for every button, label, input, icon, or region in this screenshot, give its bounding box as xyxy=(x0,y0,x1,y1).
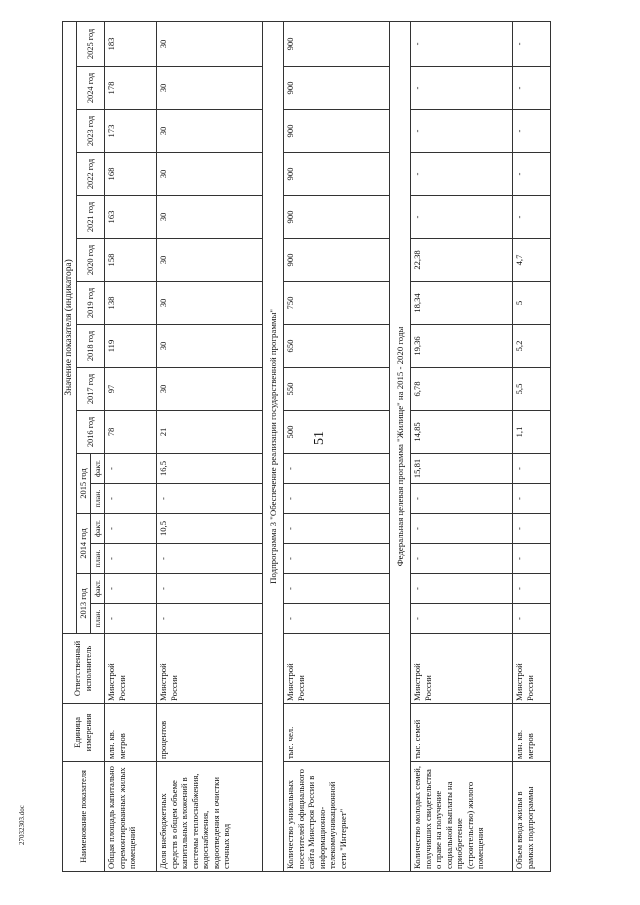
value-cell: 163 xyxy=(105,196,157,239)
value-cell: 119 xyxy=(105,325,157,368)
value-cell: 550 xyxy=(284,368,390,411)
value-cell: 900 xyxy=(284,67,390,110)
value-cell: - xyxy=(411,544,513,574)
header-2020: 2020 год xyxy=(77,239,105,282)
value-cell: 10,5 xyxy=(157,514,263,544)
header-2016: 2016 год xyxy=(77,411,105,454)
row-name: Общая площадь капитально отремонтированных жилых помещений xyxy=(105,762,157,872)
header-2014-plan: план. xyxy=(91,544,105,574)
value-cell: - xyxy=(157,484,263,514)
header-2024: 2024 год xyxy=(77,67,105,110)
value-cell: 900 xyxy=(284,239,390,282)
header-responsible: Ответственный исполнитель xyxy=(63,634,105,704)
value-cell: 183 xyxy=(105,21,157,66)
value-cell: - xyxy=(157,574,263,604)
row-responsible: Минстрой России xyxy=(513,634,551,704)
value-cell: - xyxy=(284,574,390,604)
value-cell: - xyxy=(284,544,390,574)
row-name: Количество молодых семей, получивших свидетельства о праве на получение социальной выплаты на приобретение (строительство) жилого помещения xyxy=(411,762,513,872)
value-cell: 30 xyxy=(157,110,263,153)
table-row xyxy=(513,21,551,871)
value-cell: - xyxy=(284,484,390,514)
value-cell: 30 xyxy=(157,67,263,110)
header-2014-fact: факт. xyxy=(91,514,105,544)
value-cell: 6,78 xyxy=(411,368,513,411)
value-cell: - xyxy=(513,196,551,239)
value-cell: - xyxy=(105,574,157,604)
value-cell: - xyxy=(157,604,263,634)
value-cell: - xyxy=(513,574,551,604)
value-cell: - xyxy=(411,484,513,514)
header-2015-plan: план. xyxy=(91,484,105,514)
row-unit: тыс. чел. xyxy=(284,704,390,762)
value-cell: 30 xyxy=(157,282,263,325)
value-cell: 5,2 xyxy=(513,325,551,368)
value-cell: - xyxy=(105,544,157,574)
value-cell: - xyxy=(513,110,551,153)
header-2019: 2019 год xyxy=(77,282,105,325)
value-cell: 158 xyxy=(105,239,157,282)
table-row xyxy=(157,21,263,871)
value-cell: 500 xyxy=(284,411,390,454)
row-responsible: Минстрой России xyxy=(284,634,390,704)
header-2021: 2021 год xyxy=(77,196,105,239)
value-cell: 15,81 xyxy=(411,454,513,484)
value-cell: - xyxy=(105,514,157,544)
value-cell: 14,85 xyxy=(411,411,513,454)
value-cell: - xyxy=(411,153,513,196)
value-cell: - xyxy=(284,514,390,544)
value-cell: - xyxy=(411,67,513,110)
page-number: 51 xyxy=(312,431,327,445)
value-cell: 173 xyxy=(105,110,157,153)
value-cell: - xyxy=(513,484,551,514)
header-2015-fact: факт. xyxy=(91,454,105,484)
value-cell: - xyxy=(105,604,157,634)
value-cell: 21 xyxy=(157,411,263,454)
row-unit: млн. кв. метров xyxy=(105,704,157,762)
value-cell: 900 xyxy=(284,110,390,153)
value-cell: 30 xyxy=(157,239,263,282)
value-cell: 19,36 xyxy=(411,325,513,368)
value-cell: - xyxy=(411,21,513,66)
value-cell: 5 xyxy=(513,282,551,325)
header-2017: 2017 год xyxy=(77,368,105,411)
footer-filename: 27032303.doc xyxy=(18,805,26,845)
value-cell: - xyxy=(513,514,551,544)
value-cell: - xyxy=(411,574,513,604)
value-cell: 30 xyxy=(157,325,263,368)
value-cell: - xyxy=(411,604,513,634)
value-cell: 30 xyxy=(157,196,263,239)
value-cell: - xyxy=(513,544,551,574)
value-cell: - xyxy=(513,67,551,110)
header-unit: Единица измерения xyxy=(63,704,105,762)
value-cell: 138 xyxy=(105,282,157,325)
value-cell: 178 xyxy=(105,67,157,110)
value-cell: 900 xyxy=(284,153,390,196)
value-cell: - xyxy=(284,454,390,484)
header-2018: 2018 год xyxy=(77,325,105,368)
value-cell: 900 xyxy=(284,196,390,239)
header-2013-fact: факт. xyxy=(91,574,105,604)
table-row xyxy=(411,21,513,871)
header-2013-plan: план. xyxy=(91,604,105,634)
value-cell: - xyxy=(411,514,513,544)
row-responsible: Минстрой России xyxy=(411,634,513,704)
value-cell: 30 xyxy=(157,153,263,196)
header-2013: 2013 год xyxy=(77,574,91,634)
section-row xyxy=(390,21,411,871)
value-cell: - xyxy=(157,544,263,574)
header-2023: 2023 год xyxy=(77,110,105,153)
value-cell: 30 xyxy=(157,21,263,66)
value-cell: - xyxy=(411,110,513,153)
row-name: Доля внебюджетных средств в общем объеме капитальных вложений в системы теплоснабжения, водоснабжения, водоотведения и очистки сточных вод xyxy=(157,762,263,872)
value-cell: 900 xyxy=(284,21,390,66)
value-cell: 168 xyxy=(105,153,157,196)
row-responsible: Минстрой России xyxy=(157,634,263,704)
value-cell: 30 xyxy=(157,368,263,411)
value-cell: 750 xyxy=(284,282,390,325)
value-cell: 78 xyxy=(105,411,157,454)
table-row xyxy=(284,21,390,871)
row-name: Количество уникальных посетителей официального сайта Минстроя России в информационно-телекоммуникационной сети "Интернет" xyxy=(284,762,390,872)
value-cell: - xyxy=(513,21,551,66)
indicators-table xyxy=(62,21,551,872)
section-title-subprogram-3: Подпрограмма 3 "Обеспечение реализации государственной программы" xyxy=(263,21,284,871)
row-unit: процентов xyxy=(157,704,263,762)
header-2015: 2015 год xyxy=(77,454,91,514)
header-name: Наименование показателя xyxy=(63,762,105,872)
value-cell: 4,7 xyxy=(513,239,551,282)
header-value-group: Значение показателя (индикатора) xyxy=(63,21,77,633)
value-cell: 5,5 xyxy=(513,368,551,411)
value-cell: - xyxy=(411,196,513,239)
rotated-table-container xyxy=(62,30,585,872)
value-cell: 18,34 xyxy=(411,282,513,325)
row-unit: млн. кв. метров xyxy=(513,704,551,762)
header-2025: 2025 год xyxy=(77,21,105,66)
row-responsible: Минстрой России xyxy=(105,634,157,704)
value-cell: - xyxy=(513,604,551,634)
value-cell: - xyxy=(513,454,551,484)
value-cell: - xyxy=(513,153,551,196)
value-cell: 1,1 xyxy=(513,411,551,454)
value-cell: 650 xyxy=(284,325,390,368)
value-cell: 16,5 xyxy=(157,454,263,484)
value-cell: 97 xyxy=(105,368,157,411)
value-cell: - xyxy=(284,604,390,634)
header-2022: 2022 год xyxy=(77,153,105,196)
value-cell: - xyxy=(105,454,157,484)
row-unit: тыс. семей xyxy=(411,704,513,762)
section-row xyxy=(263,21,284,871)
value-cell: - xyxy=(105,484,157,514)
row-name: Объем ввода жилья в рамках подпрограммы xyxy=(513,762,551,872)
section-title-fcp-housing: Федеральная целевая программа "Жилище" на 2015 - 2020 годы xyxy=(390,21,411,871)
table-row xyxy=(105,21,157,871)
value-cell: 22,38 xyxy=(411,239,513,282)
header-2014: 2014 год xyxy=(77,514,91,574)
